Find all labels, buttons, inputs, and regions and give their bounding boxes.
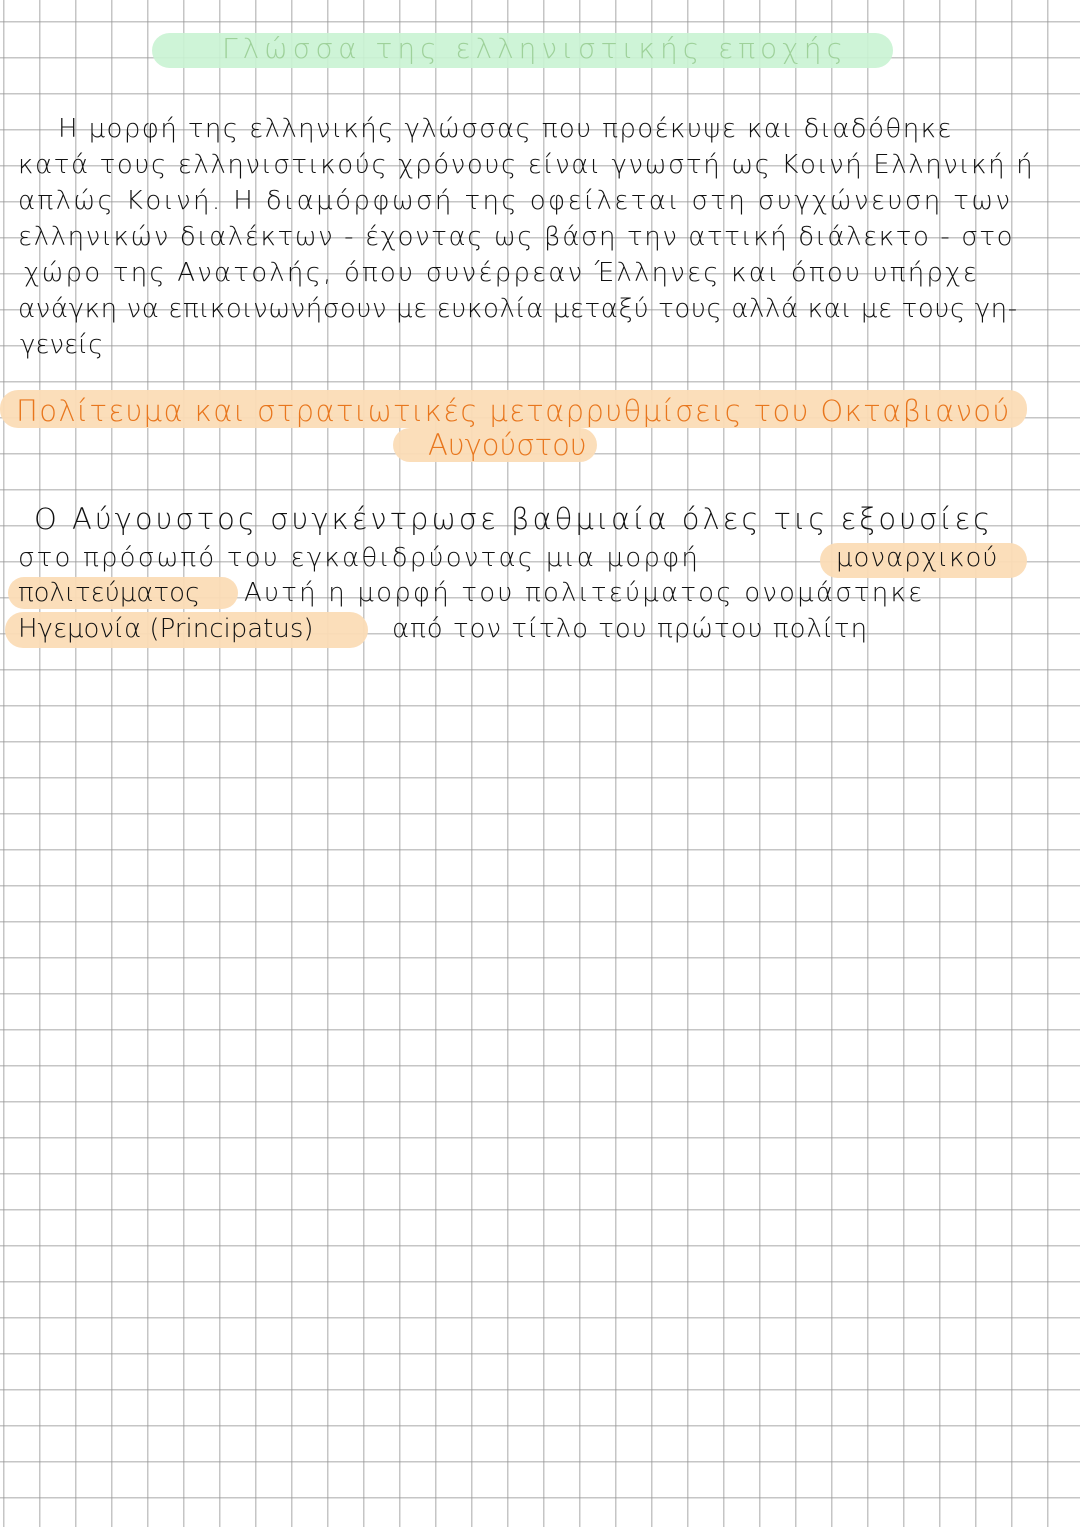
highlighted-term: πολιτεύματος [18, 578, 201, 608]
paragraph-line: στο πρόσωπό του εγκαθιδρύοντας μια μορφή [18, 543, 701, 573]
section-heading: Αυγούστου [428, 428, 587, 462]
paragraph-line: από τον τίτλο του πρώτου πολίτη [392, 614, 869, 644]
section-title: Γλώσσα της ελληνιστικής εποχής [222, 32, 848, 65]
paragraph-line: κατά τους ελληνιστικούς χρόνους είναι γνωστή ως Κοινή Ελληνική ή [18, 150, 1035, 180]
paragraph-line: ανάγκη να επικοινωνήσουν με ευκολία μεταξύ τους αλλά και με τους γη- [18, 294, 1018, 324]
paragraph-line: ελληνικών διαλέκτων - έχοντας ως βάση την αττική διάλεκτο - στο [18, 222, 1015, 252]
paragraph-line: Ο Αύγουστος συγκέντρωσε βαθμιαία όλες τις εξουσίες [34, 502, 994, 536]
paragraph-line: χώρο της Ανατολής, όπου συνέρρεαν Έλληνες και όπου υπήρχε [24, 258, 979, 288]
highlighted-term: μοναρχικού [836, 543, 999, 573]
section-heading: Πολίτευμα και στρατιωτικές μεταρρυθμίσεις του Οκταβιανού [16, 394, 1011, 428]
paragraph-line: Η μορφή της ελληνικής γλώσσας που προέκυψε και διαδόθηκε [58, 114, 953, 144]
paragraph-line: απλώς Κοινή. Η διαμόρφωσή της οφείλεται στη συγχώνευση των [18, 186, 1013, 216]
paragraph-line: Αυτή η μορφή του πολιτεύματος ονομάστηκε [244, 578, 925, 608]
paragraph-line: γενείς [20, 330, 104, 360]
highlighted-term: Ηγεμονία (Principatus) [18, 614, 314, 644]
